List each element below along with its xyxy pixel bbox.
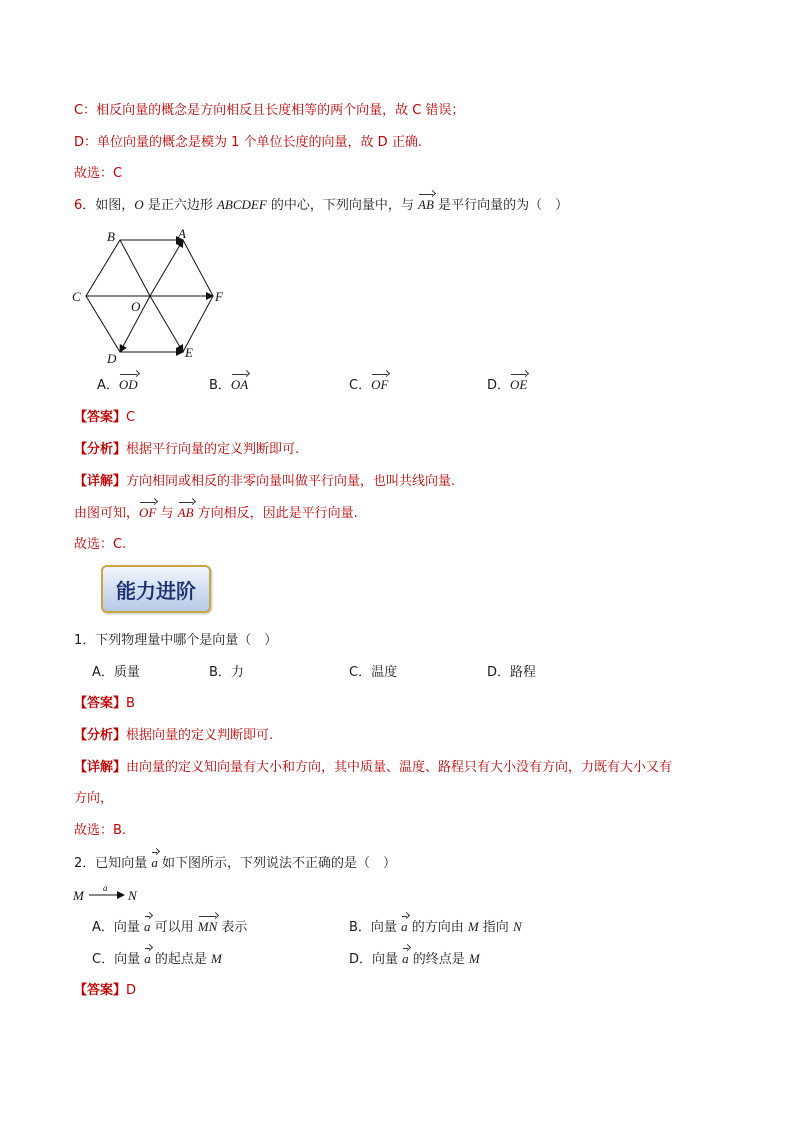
q6-analysis (74, 441, 299, 459)
p2-opt-b-pre: B．向量 (349, 920, 402, 935)
p2-opt-d-pre: D．向量 (349, 952, 403, 967)
fig-label-n: N (128, 888, 137, 903)
vector-ob (120, 240, 150, 296)
p2-option-d[interactable] (349, 950, 480, 969)
q6-stem-pre: ．如图， (82, 198, 135, 213)
p2-answer (74, 982, 136, 1000)
p1-answer (74, 695, 135, 713)
p1-analysis-text: 根据向量的定义判断即可. (126, 728, 274, 743)
p2-opt-c-a: a (144, 951, 151, 966)
q6-detail2-pre: 由图可知， (74, 506, 140, 521)
q6-analysis-text: 根据平行向量的定义判断即可. (126, 442, 300, 457)
prev-option-d-explanation: D：单位向量的概念是模为 1 个单位长度的向量，故 D 正确. (74, 135, 422, 150)
p2-opt-c-m: M (210, 951, 222, 966)
p1-detail-tag: 【详解】 (74, 760, 127, 775)
label-b: B (107, 229, 115, 244)
p1-detail (74, 759, 672, 777)
vector-oa (150, 240, 183, 296)
p2-answer-value: D (126, 983, 137, 998)
fig-label-m: M (73, 888, 84, 903)
p2-opt-d-m: M (468, 951, 480, 966)
vector-mn-figure (72, 882, 152, 904)
label-f: F (215, 289, 223, 304)
p2-answer-tag: 【答案】 (74, 983, 127, 998)
p2-stem-pre: 2．已知向量 (74, 856, 152, 871)
label-a: A (178, 226, 186, 241)
section-badge: 能力进阶 (101, 565, 211, 613)
label-o: O (131, 299, 141, 314)
p2-opt-d-mid: 的终点是 (408, 952, 469, 967)
p1-analysis-tag: 【分析】 (74, 728, 127, 743)
q6-option-c[interactable] (349, 376, 388, 395)
p2-stem-a: a (151, 855, 158, 870)
q6-analysis-tag: 【分析】 (74, 442, 127, 457)
prev-choice: 故选：C (74, 166, 123, 181)
q6-answer-value: C (126, 410, 136, 425)
hexagon-figure (64, 226, 244, 366)
p1-option-a[interactable]: A．质量 (92, 665, 140, 680)
q6-detail2-v1: OF (139, 505, 157, 520)
p1-option-c[interactable]: C．温度 (349, 665, 398, 680)
q6-option-a[interactable] (97, 376, 138, 395)
label-c: C (72, 289, 81, 304)
vector-oe (150, 296, 183, 352)
p2-option-a[interactable] (92, 918, 247, 937)
q6-detail-line2 (74, 504, 358, 523)
p1-option-b[interactable]: B．力 (209, 665, 244, 680)
p1-analysis (74, 727, 273, 745)
q6-detail2-v2: AB (177, 505, 194, 520)
q6-choice: 故选：C. (74, 537, 127, 552)
p1-detail-line2: 方向， (74, 791, 114, 806)
q6-center-o: O (134, 197, 144, 212)
p2-opt-a-a: a (144, 919, 151, 934)
p2-stem (74, 854, 396, 873)
q6-detail2-post: 方向相反，因此是平行向量. (193, 506, 358, 521)
q6-option-a-letter: A． (97, 378, 119, 393)
p2-opt-b-m: M (467, 919, 479, 934)
q6-option-d-vector: OE (510, 377, 528, 392)
p1-answer-value: B (126, 696, 135, 711)
q6-answer-tag: 【答案】 (74, 410, 127, 425)
q6-stem-mid2: 的中心，下列向量中，与 (266, 198, 419, 213)
q6-stem-mid: 是正六边形 (143, 198, 217, 213)
label-d: D (107, 351, 117, 366)
p2-stem-post: 如下图所示，下列说法不正确的是（ ） (157, 856, 397, 871)
p2-opt-b-mid: 的方向由 (407, 920, 468, 935)
prev-option-c-explanation: C：相反向量的概念是方向相反且长度相等的两个向量，故 C 错误； (74, 103, 465, 118)
p1-answer-tag: 【答案】 (74, 696, 127, 711)
p2-option-b[interactable] (349, 918, 522, 937)
q6-detail-line1: 方向相同或相反的非零向量叫做平行向量，也叫共线向量. (126, 474, 456, 489)
q6-option-c-letter: C． (349, 378, 372, 393)
q6-number: 6 (74, 198, 83, 213)
p2-opt-a-pre: A．向量 (92, 920, 145, 935)
q6-option-b-vector: OA (230, 377, 249, 392)
q6-detail-tag: 【详解】 (74, 474, 127, 489)
q6-option-b-letter: B． (209, 378, 231, 393)
q6-option-b[interactable] (209, 376, 248, 395)
q6-option-d[interactable] (487, 376, 527, 395)
q6-hexagon-name: ABCDEF (216, 197, 267, 212)
q6-option-a-vector: OD (118, 377, 138, 392)
q6-option-d-letter: D． (487, 378, 511, 393)
p2-opt-a-post: 表示 (217, 920, 248, 935)
p1-option-d[interactable]: D．路程 (487, 665, 537, 680)
fig-label-a: a (103, 883, 108, 893)
q6-detail (74, 473, 455, 491)
p2-opt-d-a: a (402, 951, 409, 966)
q6-stem (74, 196, 568, 215)
q6-answer (74, 409, 135, 427)
p1-detail-line1: 由向量的定义知向量有大小和方向，其中质量、温度、路程只有大小没有方向，力既有大小又有 (126, 760, 673, 775)
p1-stem: 1．下列物理量中哪个是向量（ ） (74, 633, 278, 648)
p1-choice: 故选：B. (74, 823, 127, 838)
p2-opt-b-mid2: 指向 (478, 920, 513, 935)
p2-option-c[interactable] (92, 950, 222, 969)
p2-opt-a-vec: MN (197, 919, 218, 934)
p2-opt-c-mid: 的起点是 (150, 952, 211, 967)
p2-opt-c-pre: C．向量 (92, 952, 145, 967)
q6-option-c-vector: OF (371, 377, 389, 392)
q6-stem-post: 是平行向量的为（ ） (433, 198, 569, 213)
p2-opt-b-a: a (401, 919, 408, 934)
q6-detail2-mid: 与 (156, 506, 178, 521)
p2-opt-b-n: N (512, 919, 522, 934)
label-e: E (185, 345, 193, 360)
q6-ref-vector: AB (418, 197, 434, 212)
p2-opt-a-mid: 可以用 (150, 920, 198, 935)
